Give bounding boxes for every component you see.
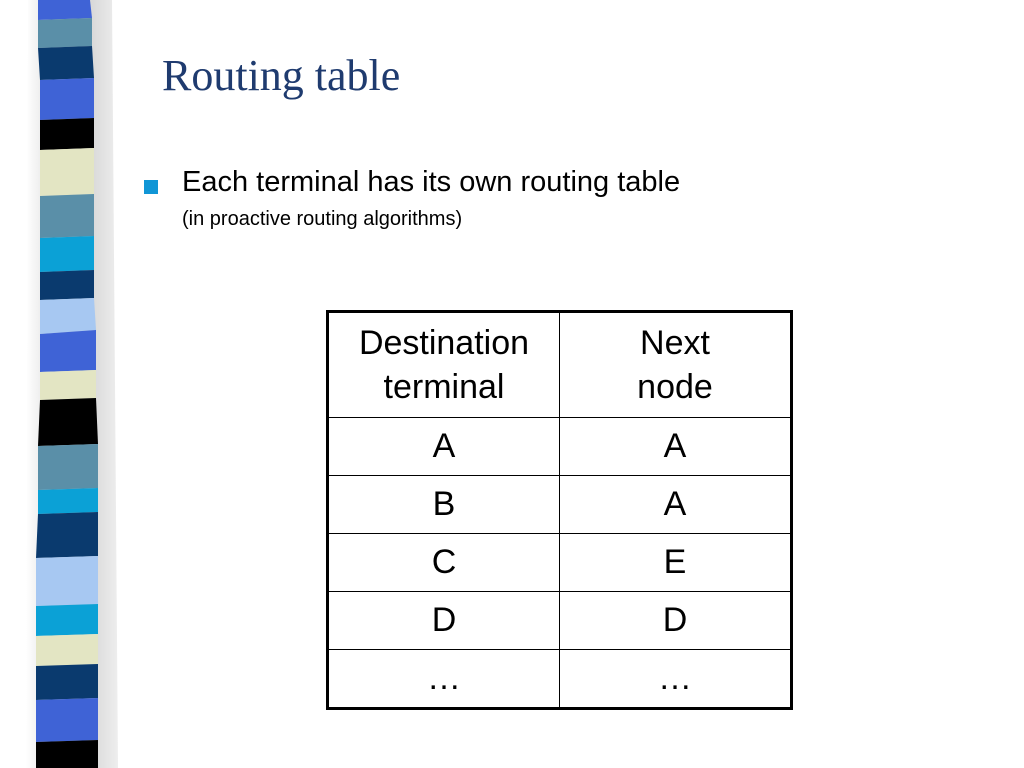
stripe-segment xyxy=(36,740,98,768)
stripe-segment xyxy=(36,556,98,606)
stripe-segment xyxy=(38,46,94,80)
stripe-segment xyxy=(40,330,96,372)
next-node-cell: A xyxy=(560,476,792,534)
header-line: Destination xyxy=(358,323,530,362)
stripe-segment xyxy=(38,444,98,490)
stripe-segment xyxy=(40,194,94,238)
stripe-segment xyxy=(38,0,92,20)
table-row xyxy=(328,650,792,709)
table-row xyxy=(328,592,792,650)
stripe-segment xyxy=(40,236,94,272)
stripe-segment xyxy=(36,604,98,636)
stripe-segment xyxy=(36,698,98,742)
destination-cell: C xyxy=(328,534,560,592)
stripe-segment xyxy=(40,148,94,196)
header-line: terminal xyxy=(383,368,505,406)
square-bullet-icon xyxy=(144,180,158,194)
destination-cell: D xyxy=(328,592,560,650)
bullet-sub-text: (in proactive routing algorithms) xyxy=(182,208,463,230)
stripe-segment xyxy=(38,488,98,514)
stripe-segment xyxy=(38,18,92,48)
stripe-segment xyxy=(36,634,98,666)
routing-table xyxy=(326,310,793,710)
table-row xyxy=(328,534,792,592)
bullet-main-text: Each terminal has its own routing table xyxy=(182,166,681,198)
table-header-row xyxy=(328,312,792,418)
stripe-segment xyxy=(36,512,98,558)
table-row xyxy=(328,476,792,534)
stripe-segment xyxy=(40,270,94,300)
table-row xyxy=(328,418,792,476)
next-node-cell: A xyxy=(560,418,792,476)
stripe-segment xyxy=(40,78,94,120)
page-title: Routing table xyxy=(162,51,401,100)
stripe-segment xyxy=(40,118,94,150)
header-destination-terminal xyxy=(328,312,560,418)
stripe-segment xyxy=(40,298,96,334)
destination-cell: B xyxy=(328,476,560,534)
stripe-segment xyxy=(36,664,98,700)
next-node-cell: … xyxy=(560,650,792,709)
header-line: node xyxy=(637,368,713,406)
next-node-cell: D xyxy=(560,592,792,650)
stripe-segment xyxy=(38,398,98,446)
header-line: Next xyxy=(640,323,710,362)
destination-cell: A xyxy=(328,418,560,476)
destination-cell: … xyxy=(328,650,560,709)
next-node-cell: E xyxy=(560,534,792,592)
header-next-node xyxy=(560,312,792,418)
decorative-stripe-bar xyxy=(0,0,120,768)
stripe-segment xyxy=(40,370,96,400)
